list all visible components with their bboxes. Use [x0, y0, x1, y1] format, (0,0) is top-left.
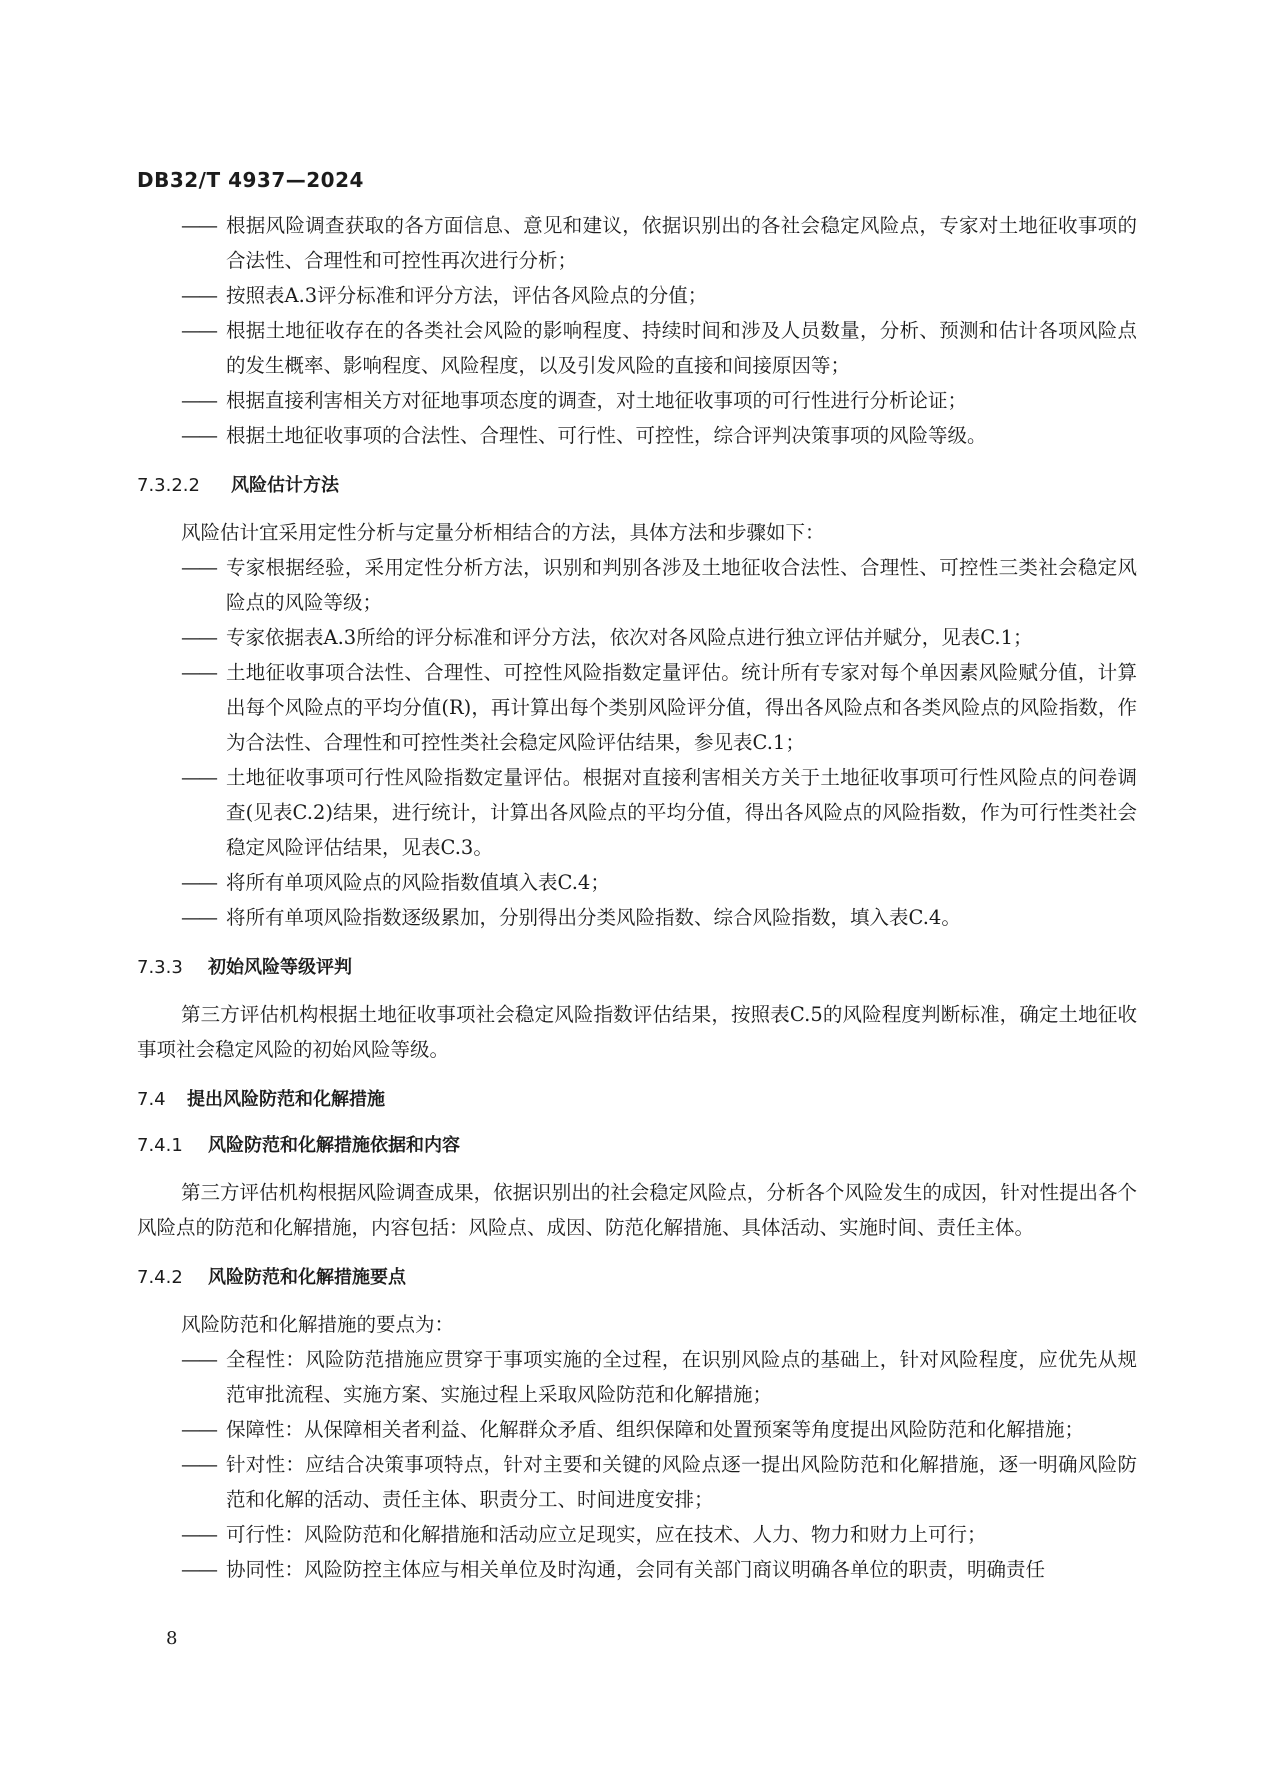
dash-marker: —— — [181, 1453, 216, 1476]
list-item: —— 根据土地征收存在的各类社会风险的影响程度、持续时间和涉及人员数量，分析、预测和估计各项风险点的发生概率、影响程度、风险程度，以及引发风险的直接和间接原因等； — [137, 313, 1137, 383]
dash-marker: —— — [181, 556, 216, 579]
list-item: —— 按照表A.3评分标准和评分方法，评估各风险点的分值； — [137, 278, 1137, 313]
list-item: —— 土地征收事项合法性、合理性、可控性风险指数定量评估。统计所有专家对每个单因素风险赋分值，计算出每个风险点的平均分值(R)，再计算出每个类别风险评分值，得出各风险点和各类风险点的风险指数，作为合法性、合理性和可控性类社会稳定风险评估结果，参见表C.1； — [137, 655, 1137, 760]
page-number: 8 — [166, 1628, 178, 1649]
list-item: —— 将所有单项风险点的风险指数值填入表C.4； — [137, 865, 1137, 900]
dash-marker: —— — [181, 1523, 216, 1546]
list-item: —— 将所有单项风险指数逐级累加，分别得出分类风险指数、综合风险指数，填入表C.4。 — [137, 900, 1137, 935]
standard-code: DB32/T 4937—2024 — [137, 168, 364, 192]
dash-marker: —— — [181, 906, 216, 929]
list-item: —— 根据风险调查获取的各方面信息、意见和建议，依据识别出的各社会稳定风险点，专家对土地征收事项的合法性、合理性和可控性再次进行分析； — [137, 208, 1137, 278]
dash-marker: —— — [181, 284, 216, 307]
section-paragraph: 第三方评估机构根据土地征收事项社会稳定风险指数评估结果，按照表C.5的风险程度判断标准，确定土地征收事项社会稳定风险的初始风险等级。 — [137, 1003, 1137, 1061]
list-item: —— 协同性：风险防控主体应与相关单位及时沟通，会同有关部门商议明确各单位的职责，明确责任 — [137, 1552, 1137, 1587]
dash-marker: —— — [181, 626, 216, 649]
list-item: —— 专家依据表A.3所给的评分标准和评分方法，依次对各风险点进行独立评估并赋分，见表C.1； — [137, 620, 1137, 655]
section-heading-7-4-1: 7.4.1 风险防范和化解措施依据和内容 — [137, 1135, 460, 1156]
document-body — [137, 208, 1137, 1587]
list-block-analysis — [137, 208, 1137, 453]
list-item: —— 针对性：应结合决策事项特点，针对主要和关键的风险点逐一提出风险防范和化解措施，逐一明确风险防范和化解的活动、责任主体、职责分工、时间进度安排； — [137, 1447, 1137, 1517]
list-item: —— 保障性：从保障相关者利益、化解群众矛盾、组织保障和处置预案等角度提出风险防范和化解措施； — [137, 1412, 1137, 1447]
list-item: —— 土地征收事项可行性风险指数定量评估。根据对直接利害相关方关于土地征收事项可行性风险点的问卷调查(见表C.2)结果，进行统计，计算出各风险点的平均分值，得出各风险点的风险指数，作为可行性类社会稳定风险评估结果，见表C.3。 — [137, 760, 1137, 865]
list-block-measures — [137, 1342, 1137, 1587]
dash-marker: —— — [181, 319, 216, 342]
dash-marker: —— — [181, 661, 216, 684]
dash-marker: —— — [181, 766, 216, 789]
dash-marker: —— — [181, 871, 216, 894]
list-item: —— 根据土地征收事项的合法性、合理性、可行性、可控性，综合评判决策事项的风险等级。 — [137, 418, 1137, 453]
dash-marker: —— — [181, 389, 216, 412]
dash-marker: —— — [181, 424, 216, 447]
section-paragraph: 第三方评估机构根据风险调查成果，依据识别出的社会稳定风险点，分析各个风险发生的成因，针对性提出各个风险点的防范和化解措施，内容包括：风险点、成因、防范化解措施、具体活动、实施时间、责任主体。 — [137, 1181, 1137, 1239]
list-item: —— 根据直接利害相关方对征地事项态度的调查，对土地征收事项的可行性进行分析论证； — [137, 383, 1137, 418]
list-item: —— 可行性：风险防范和化解措施和活动应立足现实，应在技术、人力、物力和财力上可行； — [137, 1517, 1137, 1552]
list-item: —— 专家根据经验，采用定性分析方法，识别和判别各涉及土地征收合法性、合理性、可控性三类社会稳定风险点的风险等级； — [137, 550, 1137, 620]
dash-marker: —— — [181, 1348, 216, 1371]
section-heading-7-4-2: 7.4.2 风险防范和化解措施要点 — [137, 1267, 406, 1288]
section-intro: 风险防范和化解措施的要点为： — [181, 1313, 455, 1336]
dash-marker: —— — [181, 1418, 216, 1441]
list-block-estimation — [137, 550, 1137, 935]
list-item: —— 全程性：风险防范措施应贯穿于事项实施的全过程，在识别风险点的基础上，针对风险程度，应优先从规范审批流程、实施方案、实施过程上采取风险防范和化解措施； — [137, 1342, 1137, 1412]
dash-marker: —— — [181, 214, 216, 237]
section-heading-7-3-3: 7.3.3 初始风险等级评判 — [137, 957, 352, 978]
section-intro: 风险估计宜采用定性分析与定量分析相结合的方法，具体方法和步骤如下： — [181, 521, 825, 544]
section-heading-7-3-2-2: 7.3.2.2 风险估计方法 — [137, 475, 339, 496]
dash-marker: —— — [181, 1558, 216, 1581]
section-heading-7-4: 7.4 提出风险防范和化解措施 — [137, 1089, 385, 1110]
